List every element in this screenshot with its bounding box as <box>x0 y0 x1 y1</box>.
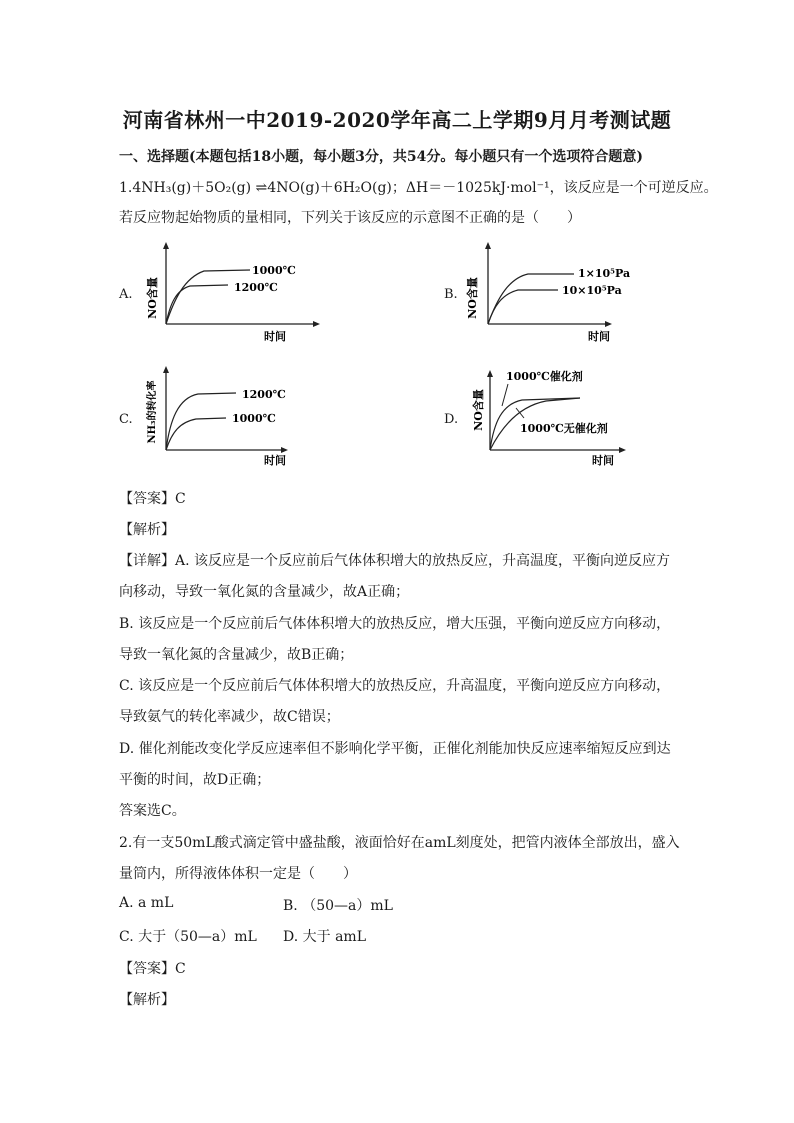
chart-b-curve2-label: 10×10⁵Pa <box>562 284 622 297</box>
q1-stem-line2: 若反应物起始物质的量相同，下列关于该反应的示意图不正确的是（ ） <box>119 210 581 226</box>
q1-stem-line1: 1.4NH₃(g)＋5O₂(g) ⇌4NO(g)＋6H₂O(g)；ΔH＝－1025kJ·mol⁻¹，该反应是一个可逆反应。 <box>119 180 718 196</box>
chart-b-xlabel: 时间 <box>588 330 610 343</box>
chart-a-xlabel: 时间 <box>264 330 286 343</box>
chart-b <box>462 240 662 344</box>
chart-b-y-arrow <box>485 242 491 249</box>
q1-analysis-heading: 【解析】 <box>119 522 175 538</box>
chart-c-xlabel: 时间 <box>264 454 286 467</box>
chart-b-x-arrow <box>605 321 612 327</box>
section-heading: 一、选择题(本题包括18小题，每小题3分，共54分。每小题只有一个选项符合题意) <box>119 149 643 165</box>
q2-option-c: C. 大于（50—a）mL <box>119 929 257 945</box>
q1-detail-line-8: 平衡的时间，故D正确； <box>119 772 271 788</box>
chart-b-curve-10e5 <box>488 290 558 324</box>
chart-b-ylabel: NO含量 <box>466 277 479 319</box>
chart-c-curve2-label: 1000℃ <box>232 412 276 425</box>
q1-detail-line-3: B. 该反应是一个反应前后气体体积增大的放热反应，增大压强，平衡向逆反应方向移动， <box>119 616 671 632</box>
chart-c-ylabel: NH₃的转化率 <box>147 380 158 444</box>
q2-stem-line2: 量筒内，所得液体体积一定是（ ） <box>119 866 357 882</box>
chart-c-curve-1200 <box>166 393 236 450</box>
q2-analysis-heading: 【解析】 <box>119 992 175 1008</box>
chart-d-option-label: D. <box>444 412 459 427</box>
chart-d-curve1-label: 1000℃催化剂 <box>506 370 583 383</box>
q2-option-d: D. 大于 amL <box>283 929 366 945</box>
chart-a <box>140 240 360 344</box>
chart-c-curve-1000 <box>166 418 226 450</box>
q1-detail-line-1: 【详解】A. 该反应是一个反应前后气体体积增大的放热反应，升高温度，平衡向逆反应方 <box>119 553 671 569</box>
q1-detail-line-9: 答案选C。 <box>119 803 186 819</box>
q2-option-a: A. a mL <box>119 895 174 911</box>
q1-detail-line-6: 导致氨气的转化率减少，故C错误； <box>119 709 340 725</box>
q2-option-b: B. （50—a）mL <box>283 898 393 914</box>
chart-c <box>140 364 360 468</box>
chart-a-curve-1000 <box>166 270 250 324</box>
chart-a-y-arrow <box>163 242 169 249</box>
chart-a-ylabel: NO含量 <box>146 277 159 319</box>
chart-d-y-arrow <box>487 370 493 377</box>
chart-d-curve2-label: 1000℃无催化剂 <box>520 422 608 435</box>
page-title: 河南省林州一中2019-2020学年高二上学期9月月考测试题 <box>122 108 672 132</box>
chart-c-curve1-label: 1200℃ <box>242 388 286 401</box>
chart-d-ylabel: NO含量 <box>472 389 485 431</box>
chart-b-option-label: B. <box>444 287 458 302</box>
q1-detail-line-7: D. 催化剂能改变化学反应速率但不影响化学平衡，正催化剂能加快反应速率缩短反应到达 <box>119 741 671 757</box>
chart-a-option-label: A. <box>119 287 133 302</box>
chart-b-curve-1e5 <box>488 274 574 324</box>
chart-c-option-label: C. <box>119 412 133 427</box>
chart-d-xlabel: 时间 <box>592 454 614 467</box>
chart-d <box>462 364 662 468</box>
chart-c-x-arrow <box>281 447 288 453</box>
chart-d-pointer-1 <box>502 384 508 406</box>
chart-a-x-arrow <box>313 321 320 327</box>
q2-answer: 【答案】C <box>119 961 186 977</box>
chart-d-x-arrow <box>619 447 626 453</box>
q1-answer: 【答案】C <box>119 491 186 507</box>
chart-d-pointer-2 <box>516 408 524 418</box>
chart-c-y-arrow <box>163 366 169 373</box>
chart-a-curve1-label: 1000℃ <box>252 264 296 277</box>
chart-b-curve1-label: 1×10⁵Pa <box>578 267 631 280</box>
chart-a-curve-1200 <box>166 285 228 324</box>
chart-a-curve2-label: 1200℃ <box>234 281 278 294</box>
q1-detail-line-5: C. 该反应是一个反应前后气体体积增大的放热反应，升高温度，平衡向逆反应方向移动， <box>119 678 671 694</box>
q1-detail-line-2: 向移动，导致一氧化氮的含量减少，故A正确； <box>119 584 410 600</box>
q2-stem-line1: 2.有一支50mL酸式滴定管中盛盐酸，液面恰好在amL刻度处，把管内液体全部放出，盛入 <box>119 835 680 851</box>
q1-detail-line-4: 导致一氧化氮的含量减少，故B正确； <box>119 647 354 663</box>
